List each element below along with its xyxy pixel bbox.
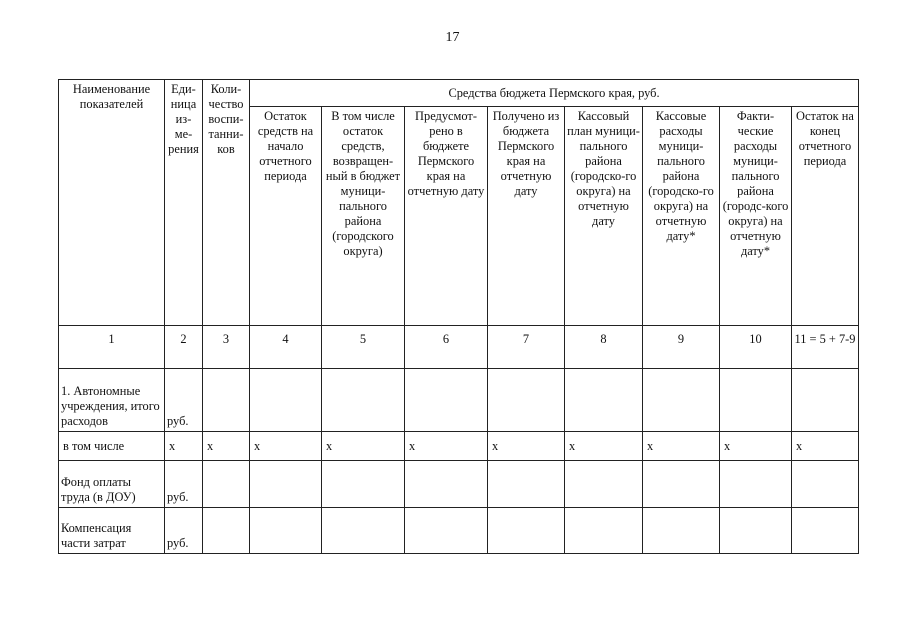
column-number: 9 <box>643 326 720 369</box>
budget-report-table <box>58 79 859 554</box>
header-unit: Еди-ница из-ме-рения <box>165 80 203 326</box>
x-mark: х <box>250 432 322 461</box>
x-mark: х <box>405 432 488 461</box>
column-number: 2 <box>165 326 203 369</box>
header-budget-group: Средства бюджета Пермского края, руб. <box>250 80 859 107</box>
column-number: 5 <box>322 326 405 369</box>
empty-cell <box>565 369 643 432</box>
row-label-compensation: Компенсация части затрат <box>59 508 165 554</box>
column-number: 7 <box>488 326 565 369</box>
empty-cell <box>488 369 565 432</box>
header-pupils-count: Коли-чество воспи-танни-ков <box>203 80 250 326</box>
empty-cell <box>792 508 859 554</box>
empty-cell <box>792 369 859 432</box>
header-sub-4: Остаток средств на начало отчетного периода <box>250 107 322 326</box>
header-sub-6: Предусмот-рено в бюджете Пермского края на отчетную дату <box>405 107 488 326</box>
row-label-including: в том числе <box>59 432 165 461</box>
empty-cell <box>405 508 488 554</box>
column-number: 10 <box>720 326 792 369</box>
empty-cell <box>643 461 720 508</box>
column-number: 6 <box>405 326 488 369</box>
column-number: 8 <box>565 326 643 369</box>
column-number: 3 <box>203 326 250 369</box>
x-mark: х <box>643 432 720 461</box>
empty-cell <box>565 461 643 508</box>
row-unit: руб. <box>165 461 203 508</box>
empty-cell <box>643 369 720 432</box>
x-mark: х <box>322 432 405 461</box>
x-mark: х <box>565 432 643 461</box>
empty-cell <box>488 508 565 554</box>
column-number: 1 <box>59 326 165 369</box>
empty-cell <box>322 508 405 554</box>
x-mark: х <box>792 432 859 461</box>
empty-cell <box>203 369 250 432</box>
column-number: 4 <box>250 326 322 369</box>
empty-cell <box>250 461 322 508</box>
row-unit: руб. <box>165 508 203 554</box>
empty-cell <box>488 461 565 508</box>
empty-cell <box>405 461 488 508</box>
empty-cell <box>203 461 250 508</box>
empty-cell <box>250 508 322 554</box>
header-sub-10: Факти-ческие расходы муници-пального района (городс-кого округа) на отчетную дату* <box>720 107 792 326</box>
empty-cell <box>720 461 792 508</box>
empty-cell <box>322 461 405 508</box>
empty-cell <box>720 508 792 554</box>
empty-cell <box>565 508 643 554</box>
header-indicators: Наименование показателей <box>59 80 165 326</box>
x-mark: х <box>165 432 203 461</box>
empty-cell <box>322 369 405 432</box>
header-sub-7: Получено из бюджета Пермского края на отчетную дату <box>488 107 565 326</box>
empty-cell <box>792 461 859 508</box>
x-mark: х <box>488 432 565 461</box>
empty-cell <box>203 508 250 554</box>
empty-cell <box>643 508 720 554</box>
header-sub-9: Кассовые расходы муници-пального района (городско-го округа) на отчетную дату* <box>643 107 720 326</box>
column-number: 11 = 5 + 7-9 <box>792 326 859 369</box>
row-label-wage-fund: Фонд оплаты труда (в ДОУ) <box>59 461 165 508</box>
empty-cell <box>720 369 792 432</box>
row-unit: руб. <box>165 369 203 432</box>
row-label-autonomous: 1. Автономные учреждения, итого расходов <box>59 369 165 432</box>
x-mark: х <box>203 432 250 461</box>
header-sub-11: Остаток на конец отчетного периода <box>792 107 859 326</box>
empty-cell <box>405 369 488 432</box>
empty-cell <box>250 369 322 432</box>
x-mark: х <box>720 432 792 461</box>
header-sub-8: Кассовый план муници-пального района (городско-го округа) на отчетную дату <box>565 107 643 326</box>
header-sub-5: В том числе остаток средств, возвращен-ный в бюджет муници-пального района (городского округа) <box>322 107 405 326</box>
page-number: 17 <box>445 30 460 45</box>
